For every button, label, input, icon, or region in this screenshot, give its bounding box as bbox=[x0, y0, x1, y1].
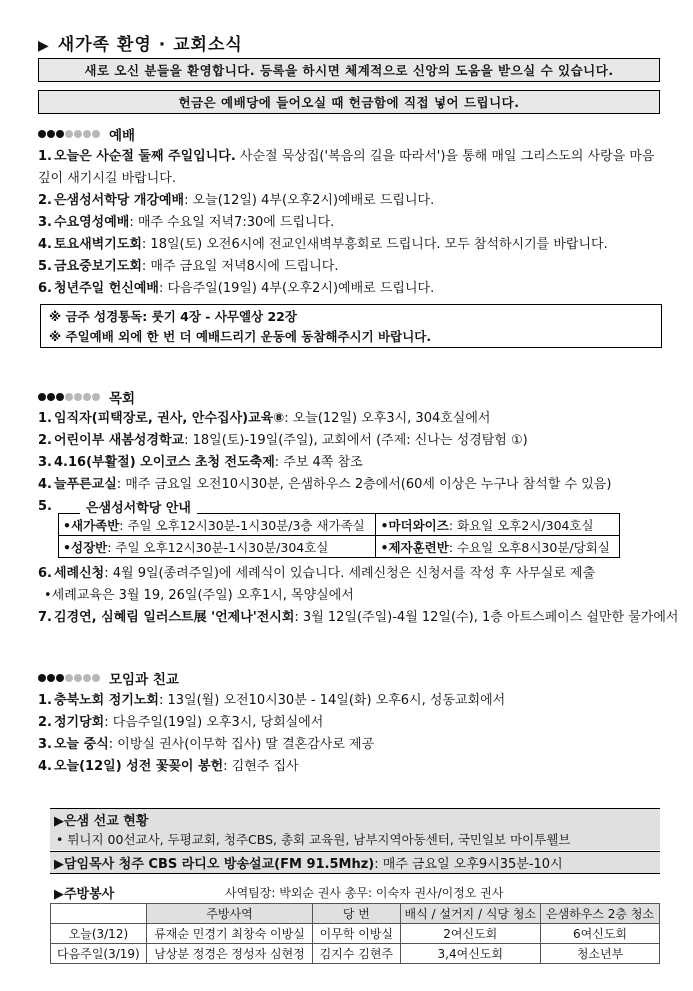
list-item: 1. 오늘은 사순절 둘째 주일입니다. 사순절 묵상집('복음의 길을 따라서')을 통해 매일 그리스도의 사랑을 마음 깊이 새기시길 바랍니다. bbox=[38, 149, 655, 186]
list-item-number: 5. bbox=[38, 499, 52, 514]
mission-list: • 튀니지 00선교사, 두평교회, 청주CBS, 총회 교육원, 남부지역아동센터, 국민일보 마이투웰브 bbox=[50, 830, 660, 850]
list-item: •세례교육은 3월 19, 26일(주일) 오후1시, 목양실에서 bbox=[44, 588, 354, 603]
list-item: 3. 4.16(부활절) 오이코스 초청 전도축제: 주보 4쪽 참조 bbox=[38, 455, 363, 470]
dots-icon bbox=[38, 393, 101, 401]
radio-box bbox=[50, 851, 660, 874]
list-item: 4. 늘푸른교실: 매주 금요일 오전10시30분, 은샘하우스 2층에서(60세 이상은 누구나 참석할 수 있음) bbox=[38, 477, 612, 492]
page-title: ▶ 새가족 환영 · 교회소식 bbox=[38, 35, 243, 55]
offering-notice: 헌금은 예배당에 들어오실 때 헌금함에 직접 넣어 드립니다. bbox=[38, 90, 660, 114]
kitchen-table bbox=[50, 903, 660, 964]
list-item: 2. 정기당회: 다음주일(19일) 오후3시, 당회실에서 bbox=[38, 715, 324, 730]
list-item: 1. 충북노회 정기노회: 13일(월) 오전10시30분 - 14일(화) 오후6시, 성동교회에서 bbox=[38, 693, 506, 708]
mission-heading: ▶은샘 선교 현황 bbox=[50, 808, 660, 830]
list-item: 3. 오늘 중식: 이방실 권사(이무학 집사) 딸 결혼감사로 제공 bbox=[38, 737, 375, 752]
dots-icon bbox=[38, 130, 101, 138]
table-cell: •마더와이즈: 화요일 오후2시/304호실 bbox=[376, 514, 620, 536]
list-item: 6. 세례신청: 4월 9일(종려주일)에 세례식이 있습니다. 세례신청은 신청서를 작성 후 사무실로 제출 bbox=[38, 566, 596, 581]
reading-note-box: ※ 금주 성경통독: 룻기 4장 - 사무엘상 22장 ※ 주일예배 외에 한 번 더 예배드리기 운동에 동참해주시기 바랍니다. bbox=[40, 304, 662, 348]
table-cell: •제자훈련반: 수요일 오후8시30분/당회실 bbox=[376, 536, 620, 558]
list-item: 7. 김경연, 심혜림 일러스트展 '언제나'전시회: 3월 12일(주일)-4월 12일(수), 1층 아트스페이스 쉴만한 물가에서 bbox=[38, 610, 679, 625]
kitchen-heading: ▶주방봉사 bbox=[54, 887, 115, 902]
list-item: 3. 수요영성예배: 매주 수요일 저녁7:30에 드립니다. bbox=[38, 215, 335, 230]
dots-icon bbox=[38, 674, 101, 682]
table-cell: •성장반: 주일 오후12시30분-1시30분/304호실 bbox=[59, 536, 376, 558]
triangle-right-icon: ▶ bbox=[38, 38, 50, 54]
list-item: 5. 금요중보기도회: 매주 금요일 저녁8시에 드립니다. bbox=[38, 259, 339, 274]
list-item: 4. 토요새벽기도회: 18일(토) 오전6시에 전교인새벽부흥회로 드립니다. 모두 참석하시기를 바랍니다. bbox=[38, 237, 608, 252]
table-header-row: 주방사역 당 번 배식 / 설거지 / 식당 청소 은샘하우스 2층 청소 bbox=[51, 904, 660, 924]
bible-school-table bbox=[58, 513, 620, 558]
list-item: 1. 임직자(피택장로, 권사, 안수집사)교육⑧: 오늘(12일) 오후3시, 304호실에서 bbox=[38, 411, 491, 426]
kitchen-header bbox=[50, 882, 660, 902]
list-item: 6. 청년주일 헌신예배: 다음주일(19일) 4부(오후2시)예배로 드립니다. bbox=[38, 281, 435, 296]
table-row: 오늘(3/12) 류재순 민경기 최창숙 이방실 이무학 이방실 2여신도회 6여신도회 bbox=[51, 924, 660, 944]
kitchen-leaders: 사역팀장: 박외순 권사 총무: 이숙자 권사/이정오 권사 bbox=[225, 886, 504, 900]
list-item: 4. 오늘(12일) 성전 꽃꽂이 봉헌: 김현주 집사 bbox=[38, 759, 299, 774]
table-row bbox=[59, 536, 620, 558]
table-row: 다음주일(3/19) 남상분 정경은 정성자 심현정 김지수 김현주 3,4여신도회 청소년부 bbox=[51, 944, 660, 964]
table-row bbox=[59, 514, 620, 536]
section-fellowship-heading: 모임과 친교 bbox=[38, 668, 179, 688]
list-item: 2. 은샘성서학당 개강예배: 오늘(12일) 4부(오후2시)예배로 드립니다. bbox=[38, 193, 435, 208]
section-ministry-heading: 목회 bbox=[38, 387, 135, 407]
list-item: 2. 어린이부 새봄성경학교: 18일(토)-19일(주일), 교회에서 (주제: 신나는 성경탐험 ①) bbox=[38, 433, 528, 448]
welcome-notice: 새로 오신 분들을 환영합니다. 등록을 하시면 체계적으로 신앙의 도움을 받으실 수 있습니다. bbox=[38, 58, 660, 82]
table-cell: •새가족반: 주일 오후12시30분-1시30분/3층 새가족실 bbox=[59, 514, 376, 536]
mission-box bbox=[50, 808, 660, 850]
section-worship-heading: 예배 bbox=[38, 124, 135, 144]
bible-school-title: 은샘성서학당 안내 bbox=[80, 497, 197, 516]
radio-heading: ▶담임목사 청주 CBS 라디오 방송설교(FM 91.5Mhz): 매주 금요일 오후9시35분-10시 bbox=[50, 851, 660, 874]
